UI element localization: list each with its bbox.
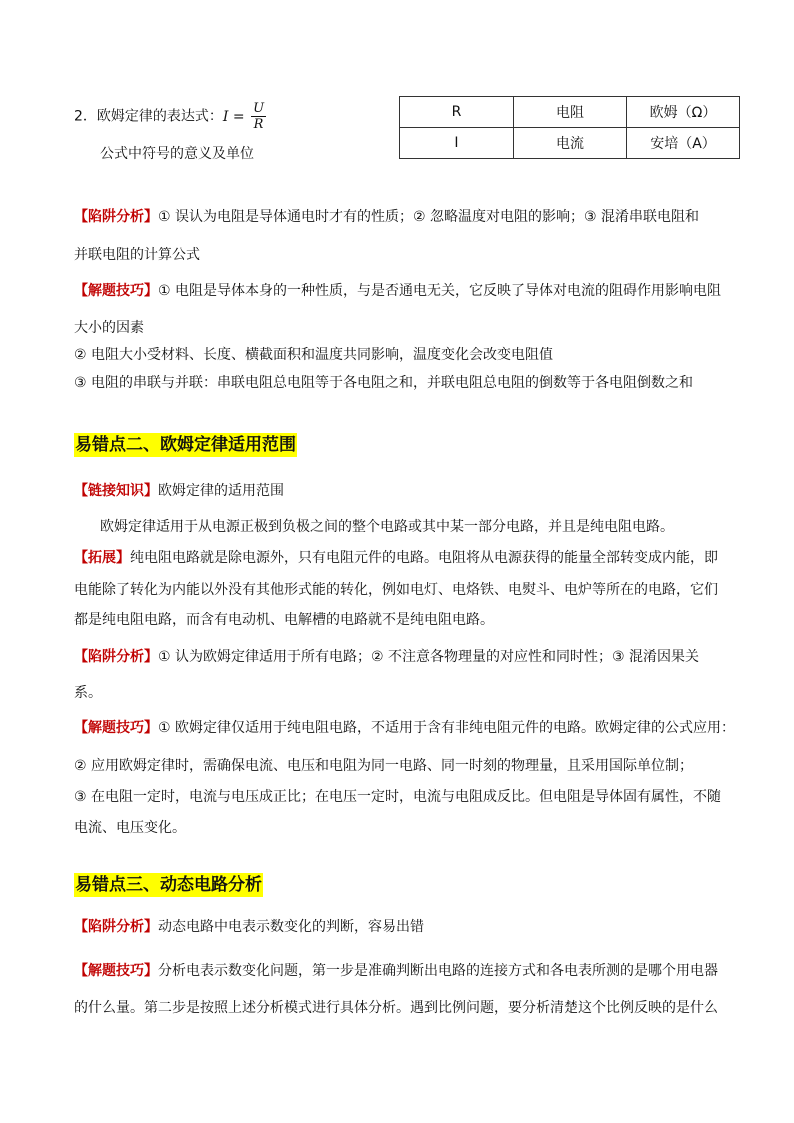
trap-analysis-2-line-1 (74, 647, 699, 667)
formula-denominator: R (253, 117, 264, 132)
solving-tip-tag: 【解题技巧】 (74, 720, 158, 736)
solving-tip-text: ① 欧姆定律仅适用于纯电阻电路，不适用于含有非纯电阻元件的电路。欧姆定律的公式应用： (158, 720, 735, 736)
trap-analysis-text: ① 误认为电阻是导体通电时才有的性质；② 忽略温度对电阻的影响；③ 混淆串联电阻和 (158, 209, 700, 225)
solving-tip-line-2: 大小的因素 (74, 320, 144, 336)
formula-lhs: I (222, 108, 229, 125)
solving-tip-tag: 【解题技巧】 (74, 283, 158, 299)
extension-tag: 【拓展】 (74, 550, 130, 566)
trap-analysis-line-1 (74, 207, 699, 227)
solving-tip-2-line-1 (74, 718, 735, 738)
link-knowledge-tag: 【链接知识】 (74, 483, 158, 499)
trap-analysis-tag: 【陷阱分析】 (74, 919, 158, 935)
scope-paragraph: 欧姆定律适用于从电源正极到负极之间的整个电路或其中某一部分电路，并且是纯电阻电路。 (100, 519, 674, 535)
table-cell: 欧姆（Ω） (627, 97, 740, 128)
trap-analysis-line-2: 并联电阻的计算公式 (74, 247, 200, 263)
symbol-units-table (399, 96, 740, 159)
trap-analysis-text: 动态电路中电表示数变化的判断，容易出错 (158, 919, 424, 935)
formula-equals: = (228, 108, 250, 125)
solving-tip-2-line-2: ② 应用欧姆定律时，需确保电流、电压和电阻为同一电路、同一时刻的物理量，且采用国际单位制； (74, 758, 693, 774)
solving-tip-line-1 (74, 281, 721, 301)
solving-tip-line-4: ③ 电阻的串联与并联：串联电阻总电阻等于各电阻之和，并联电阻总电阻的倒数等于各电阻倒数之和 (74, 375, 693, 391)
formula (222, 101, 266, 132)
solving-tip-text: ① 电阻是导体本身的一种性质，与是否通电无关，它反映了导体对电流的阻碍作用影响电阻 (158, 283, 721, 299)
solving-tip-2-line-3: ③ 在电阻一定时，电流与电压成正比；在电压一定时，电流与电阻成反比。但电阻是导体固有属性，不随 (74, 789, 721, 805)
ohm-law-formula-line (74, 101, 266, 132)
table-cell: 电阻 (514, 97, 627, 128)
formula-numerator: U (253, 101, 265, 116)
trap-analysis-3-line (74, 917, 424, 937)
extension-line-3: 都是纯电阻电路，而含有电动机、电解槽的电路就不是纯电阻电路。 (74, 612, 494, 628)
table-row (400, 97, 740, 128)
symbol-meaning-line: 公式中符号的意义及单位 (100, 146, 254, 162)
link-knowledge-text: 欧姆定律的适用范围 (158, 483, 284, 499)
table-cell: 电流 (514, 128, 627, 159)
solving-tip-2-line-4: 电流、电压变化。 (74, 820, 186, 836)
section-heading-2: 易错点二、欧姆定律适用范围 (75, 435, 296, 455)
section-heading-3: 易错点三、动态电路分析 (75, 875, 262, 895)
extension-text: 纯电阻电路就是除电源外，只有电阻元件的电路。电阻将从电源获得的能量全部转变成内能，即 (130, 550, 718, 566)
solving-tip-3-line-2: 的什么量。第二步是按照上述分析模式进行具体分析。遇到比例问题，要分析清楚这个比例反映的是什么 (74, 1000, 718, 1016)
solving-tip-3-line-1 (74, 961, 718, 981)
trap-analysis-2-line-2: 系。 (74, 685, 102, 701)
item-prefix: 2．欧姆定律的表达式： (74, 108, 223, 125)
extension-line-2: 电能除了转化为内能以外没有其他形式能的转化，例如电灯、电烙铁、电熨斗、电炉等所在的电路，它们 (74, 582, 718, 598)
solving-tip-text: 分析电表示数变化问题，第一步是准确判断出电路的连接方式和各电表所测的是哪个用电器 (158, 963, 718, 979)
solving-tip-line-3: ② 电阻大小受材料、长度、横截面积和温度共同影响，温度变化会改变电阻值 (74, 347, 553, 363)
table-row (400, 128, 740, 159)
table-cell: I (400, 128, 514, 159)
link-knowledge-line (74, 481, 284, 501)
table-cell: 安培（A） (627, 128, 740, 159)
trap-analysis-tag: 【陷阱分析】 (74, 649, 158, 665)
trap-analysis-tag: 【陷阱分析】 (74, 209, 158, 225)
trap-analysis-text: ① 认为欧姆定律适用于所有电路；② 不注意各物理量的对应性和同时性；③ 混淆因果关 (158, 649, 700, 665)
extension-line-1 (74, 548, 718, 568)
solving-tip-tag: 【解题技巧】 (74, 963, 158, 979)
table-cell: R (400, 97, 514, 128)
formula-fraction (251, 101, 266, 132)
